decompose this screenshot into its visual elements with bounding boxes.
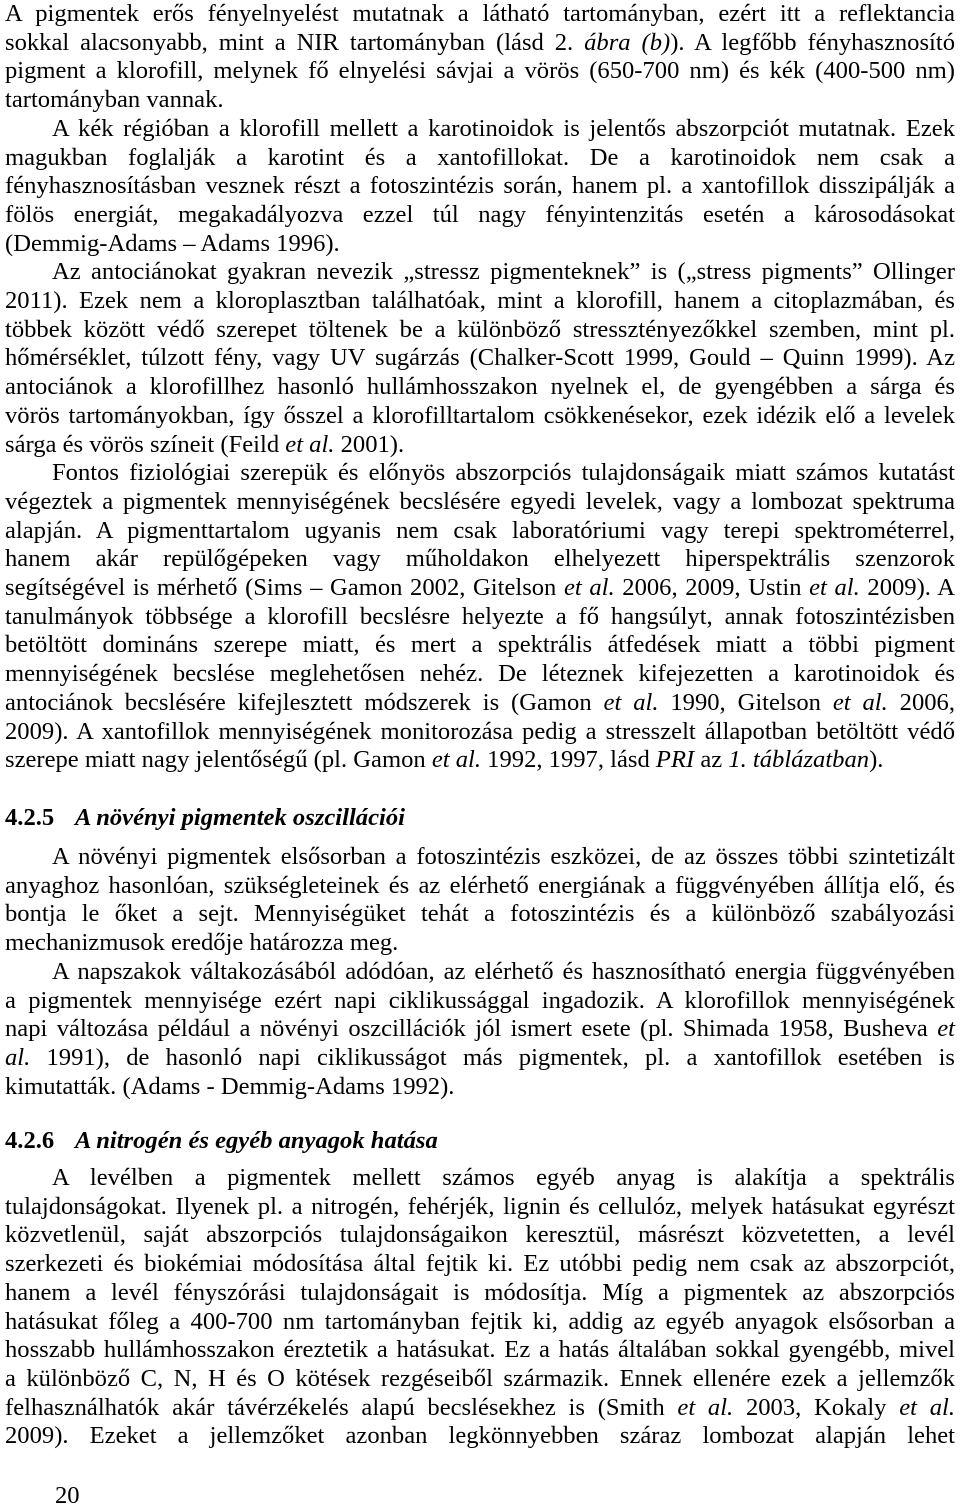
text-run: napi változása például a növényi oszcillációk jól ismert esete (pl. Shimada 1958, Busheva bbox=[5, 1015, 938, 1043]
text-line bbox=[5, 373, 955, 402]
text-line bbox=[5, 1279, 955, 1308]
text-run: szerepe miatt nagy jelentőségű (pl. Gamon bbox=[5, 746, 432, 774]
text-run: bontja le őket a sejt. Mennyiségüket tehát a fotoszintézis és a különböző szabályozási bbox=[5, 900, 955, 928]
text-line bbox=[5, 488, 955, 517]
text-line bbox=[5, 316, 955, 345]
heading-title: A növényi pigmentek oszcillációi bbox=[75, 804, 405, 831]
italic-text: et al. bbox=[563, 574, 615, 602]
text-run: Az antociánokat gyakran nevezik „stressz pigmenteknek” is („stress pigments” Ollinger bbox=[52, 258, 955, 286]
text-line bbox=[5, 545, 955, 574]
text-run: ). bbox=[869, 746, 884, 774]
text-line bbox=[5, 57, 955, 86]
section-heading-4-2-5 bbox=[5, 804, 955, 833]
text-run: Fontos fiziológiai szerepük és előnyös abszorpciós tulajdonságaik miatt számos kutatást bbox=[52, 459, 955, 487]
text-line bbox=[5, 86, 955, 115]
text-run: fölös energiát, megakadályozva ezzel túl nagy fényintenzitás esetén a károsodásokat bbox=[5, 200, 955, 228]
paragraph-daily-oscillation bbox=[5, 958, 955, 1102]
text-line bbox=[5, 29, 955, 58]
italic-text: et al. bbox=[603, 688, 659, 716]
italic-text: 1. táblázatban bbox=[728, 746, 870, 774]
text-line bbox=[5, 258, 955, 287]
text-line bbox=[5, 402, 955, 431]
text-line bbox=[5, 958, 955, 987]
text-run: sárga és vörös színeit (Feild bbox=[5, 430, 286, 458]
text-run: mennyiségének becslése meglehetősen nehéz. De léteznek kifejezetten a karotinoidok és bbox=[5, 660, 955, 688]
text-run: A levélben a pigmentek mellett számos egyéb anyag is alakítja a spektrális bbox=[52, 1164, 955, 1191]
text-run: tartományban vannak. bbox=[5, 86, 224, 114]
italic-text: ábra (b) bbox=[584, 28, 671, 56]
section-4-2-6-body bbox=[5, 1164, 955, 1451]
text-line bbox=[5, 1365, 955, 1394]
text-run: a különböző C, N, H és O kötések rezgéseiből származik. Ennek ellenére ezek a jellemzők bbox=[5, 1364, 955, 1392]
text-run: anyaghoz hasonlóan, szükségleteinek és az elérhető energiának a függvényében állítja elő, és bbox=[5, 871, 955, 899]
text-line bbox=[5, 230, 955, 259]
text-line bbox=[5, 344, 955, 373]
text-run: 2009). Ezeket a jellemzőket azonban legkönnyebben száraz lombozat alapján lehet bbox=[5, 1422, 955, 1450]
paragraph-nitrogen-effects bbox=[5, 1164, 955, 1451]
italic-text: et al. bbox=[809, 574, 860, 602]
text-line bbox=[5, 1422, 955, 1451]
text-line bbox=[5, 201, 955, 230]
text-run: antociánok a klorofillhez hasonló hullámhosszakon nyelnek el, de gyengébben a sárga és bbox=[5, 373, 955, 401]
text-run: végeztek a pigmentek mennyiségének becslésére egyedi levelek, vagy a lombozat spektruma bbox=[5, 487, 955, 515]
italic-text: al. bbox=[5, 1043, 31, 1071]
text-run: magukban foglalják a karotint és a xantofillokat. De a karotinoidok nem csak a bbox=[5, 143, 955, 171]
text-run: 2006, bbox=[887, 688, 955, 716]
text-line bbox=[5, 843, 955, 872]
text-run: sokkal alacsonyabb, mint a NIR tartományban (lásd 2. bbox=[5, 28, 585, 56]
text-run: az bbox=[694, 746, 729, 774]
text-line bbox=[5, 0, 955, 29]
text-run: ). A legfőbb fényhasznosító bbox=[670, 28, 955, 56]
text-line bbox=[5, 1308, 955, 1337]
text-line bbox=[5, 459, 955, 488]
text-run: alapján. A pigmenttartalom ugyanis nem csak laboratóriumi vagy terepi spektrométerrel, bbox=[5, 516, 955, 544]
text-run: segítségével is mérhető (Sims – Gamon 2002, Gitelson bbox=[5, 574, 564, 602]
paragraph-pigment-absorption bbox=[5, 0, 955, 115]
text-run: hőmérséklet, túlzott fény, vagy UV sugárzás (Chalker-Scott 1999, Gould – Quinn 1999). Az bbox=[5, 344, 955, 372]
text-line bbox=[5, 603, 955, 632]
heading-number: 4.2.6 bbox=[5, 1127, 55, 1154]
continued-text-section bbox=[5, 0, 955, 775]
text-run: többek között védő szerepet töltenek be a különböző stressztényezőkkel szemben, mint pl. bbox=[5, 315, 955, 343]
text-run: 2001). bbox=[334, 430, 405, 458]
text-run: hanem a levél fényszórási tulajdonságait is módosítja. Míg a pigmentek az abszorpciós bbox=[5, 1278, 955, 1306]
text-run: mechanizmusok eredője határozza meg. bbox=[5, 929, 399, 957]
text-run: 2003, Kokaly bbox=[733, 1393, 900, 1421]
text-run: hatásukat főleg a 400-700 nm tartományban fejtik ki, addig az egyéb anyagok elsősorban a bbox=[5, 1307, 955, 1335]
text-run: 1991), de hasonló napi ciklikusságot más pigmentek, pl. a xantofillok esetében is bbox=[30, 1043, 955, 1071]
text-line bbox=[5, 1015, 955, 1044]
text-run: A növényi pigmentek elsősorban a fotoszintézis eszközei, de az összes többi szintetizált bbox=[52, 843, 955, 870]
text-line bbox=[5, 1073, 955, 1102]
italic-text: et al. bbox=[899, 1393, 955, 1421]
text-line bbox=[5, 517, 955, 546]
text-run: szerkezeti és biokémiai módosítása által fejtik ki. Ez utóbbi pedig nem csak az abszorpciót, bbox=[5, 1250, 955, 1278]
italic-text: et al. bbox=[677, 1393, 734, 1421]
heading-title: A nitrogén és egyéb anyagok hatása bbox=[75, 1127, 438, 1154]
text-run: hanem akár repülőgépeken vagy műholdakon elhelyezett hiperspektrális szenzorok bbox=[5, 545, 955, 573]
text-run: 2006, 2009, Ustin bbox=[614, 574, 810, 602]
section-heading-4-2-6 bbox=[5, 1127, 955, 1156]
text-run: betöltött domináns szerepe miatt, és mert a spektrális átfedések miatt a többi pigment bbox=[5, 631, 955, 659]
text-line bbox=[5, 1221, 955, 1250]
text-run: a pigmentek mennyisége ezért napi ciklikussággal ingadozik. A klorofillok mennyiségének bbox=[5, 986, 955, 1014]
text-line bbox=[5, 144, 955, 173]
italic-text: PRI bbox=[655, 746, 695, 774]
text-line bbox=[5, 1250, 955, 1279]
text-line bbox=[5, 872, 955, 901]
text-run: 2009). A xantofillok mennyiségének monitorozása pedig a stresszelt állapotban betöltött védő bbox=[5, 717, 955, 745]
page-number: 20 bbox=[55, 1482, 80, 1509]
text-line bbox=[5, 631, 955, 660]
text-run: antociánok becslésére kifejlesztett módszerek is (Gamon bbox=[5, 688, 604, 716]
text-run: (Demmig-Adams – Adams 1996). bbox=[5, 229, 340, 257]
text-line bbox=[5, 1336, 955, 1365]
heading-number: 4.2.5 bbox=[5, 804, 55, 831]
text-line bbox=[5, 574, 955, 603]
text-run: 1990, Gitelson bbox=[658, 688, 833, 716]
text-line bbox=[5, 1044, 955, 1073]
text-line bbox=[5, 287, 955, 316]
text-line bbox=[5, 1193, 955, 1222]
text-run: A pigmentek erős fényelnyelést mutatnak a látható tartományban, ezért itt a reflektancia bbox=[5, 0, 955, 27]
paragraph-anthocyanins bbox=[5, 258, 955, 459]
text-run: fényhasznosításban vesznek részt a fotoszintézis során, hanem pl. a xantofillok disszipálják a bbox=[5, 172, 955, 200]
italic-text: et al. bbox=[832, 688, 888, 716]
paragraph-carotenoids bbox=[5, 115, 955, 259]
text-run: hosszabb hullámhosszakon éreztetik a hatásukat. Ez a hatás általában sokkal gyengébb, mivel bbox=[5, 1336, 955, 1364]
text-line bbox=[5, 689, 955, 718]
section-4-2-5-body bbox=[5, 843, 955, 1101]
text-run: tanulmányok többsége a klorofill becslésre helyezte a fő hangsúlyt, annak fotoszintézisben bbox=[5, 602, 955, 630]
text-line bbox=[5, 172, 955, 201]
italic-text: et al. bbox=[285, 430, 335, 458]
text-line bbox=[5, 929, 955, 958]
text-line bbox=[5, 1394, 955, 1423]
text-line bbox=[5, 987, 955, 1016]
text-line bbox=[5, 900, 955, 929]
text-run: 2009). A bbox=[859, 574, 955, 602]
text-line bbox=[5, 431, 955, 460]
text-run: pigment a klorofill, melynek fő elnyelési sávjai a vörös (650-700 nm) és kék (400-500 nm) bbox=[5, 57, 955, 85]
text-run: 2011). Ezek nem a kloroplasztban találhatóak, mint a klorofill, hanem a citoplazmában, és bbox=[5, 287, 955, 315]
text-run: A napszakok váltakozásából adódóan, az elérhető és hasznosítható energia függvényében bbox=[52, 957, 955, 985]
text-run: 1992, 1997, lásd bbox=[481, 746, 656, 774]
text-line bbox=[5, 746, 955, 775]
text-run: kimutatták. (Adams - Demmig-Adams 1992). bbox=[5, 1072, 455, 1100]
text-run: felhasználhatók akár távérzékelés alapú becslésekhez is (Smith bbox=[5, 1393, 678, 1421]
italic-text: et bbox=[937, 1015, 955, 1043]
italic-text: et al. bbox=[431, 746, 482, 774]
paragraph-pigment-estimation bbox=[5, 459, 955, 775]
paragraph-pigment-synthesis bbox=[5, 843, 955, 958]
text-line bbox=[5, 115, 955, 144]
text-line bbox=[5, 660, 955, 689]
text-line bbox=[5, 1164, 955, 1193]
text-line bbox=[5, 718, 955, 747]
text-run: A kék régióban a klorofill mellett a karotinoidok is jelentős abszorpciót mutatnak. Ezek bbox=[52, 114, 955, 142]
text-run: közvetlenül, saját abszorpciós tulajdonságaikon keresztül, másrészt közvetetten, a levél bbox=[5, 1221, 955, 1249]
text-run: vörös tartományokban, így ősszel a klorofilltartalom csökkenésekor, ezek idézik elő a levelek bbox=[5, 401, 955, 429]
text-run: tulajdonságokat. Ilyenek pl. a nitrogén, fehérjék, lignin és cellulóz, melyek hatásukat egyrészt bbox=[5, 1192, 955, 1220]
